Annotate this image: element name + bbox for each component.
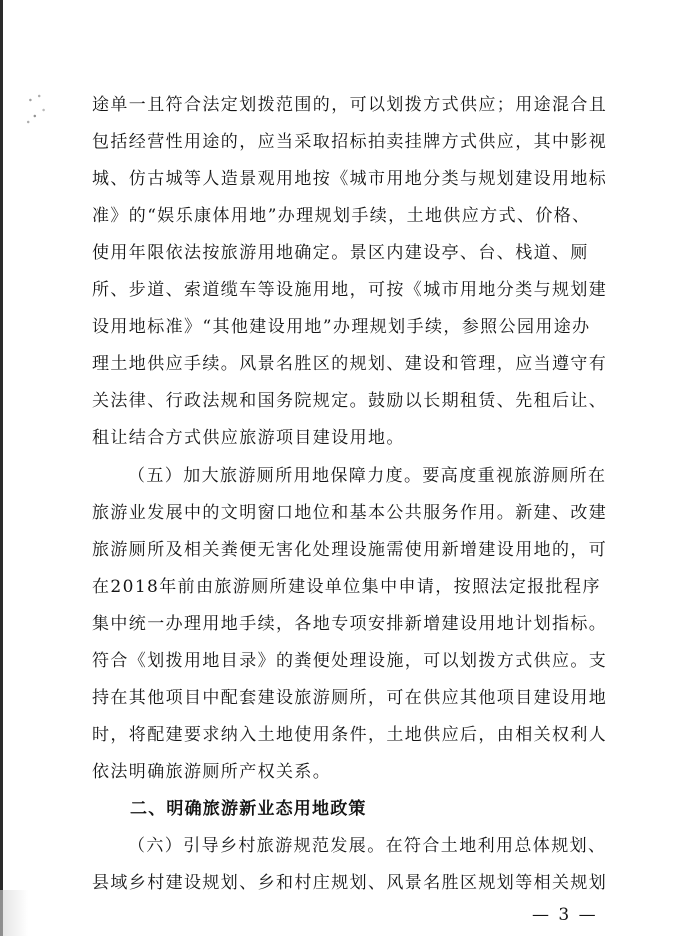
body-line: 理土地供应手续。风景名胜区的规划、建设和管理，应当遵守有 [92, 354, 608, 374]
section-paragraph-lead: （五）加大旅游厕所用地保障力度。要高度重视旅游厕所在 [128, 466, 607, 486]
body-line: 在2018年前由旅游厕所建设单位集中申请，按照法定报批程序 [92, 577, 601, 597]
body-line: 县域乡村建设规划、乡和村庄规划、风景名胜区规划等相关规划 [92, 873, 608, 893]
scan-speckle-artifact [26, 88, 48, 128]
body-line: 符合《划拨用地目录》的粪便处理设施，可以划拨方式供应。支 [92, 651, 608, 671]
body-line: 所、步道、索道缆车等设施用地，可按《城市用地分类与规划建 [92, 280, 608, 300]
section-paragraph-lead: （六）引导乡村旅游规范发展。在符合土地利用总体规划、 [128, 836, 607, 856]
body-line: 设用地标准》“其他建设用地”办理规划手续，参照公园用途办 [92, 317, 591, 337]
body-line: 关法律、行政法规和国务院规定。鼓励以长期租赁、先租后让、 [92, 391, 608, 411]
page-number: — 3 — [532, 905, 598, 925]
body-line: 旅游厕所及相关粪便无害化处理设施需使用新增建设用地的，可 [92, 540, 608, 560]
scan-corner-artifact [0, 890, 40, 936]
body-line: 时，将配建要求纳入土地使用条件，土地供应后，由相关权利人 [92, 725, 608, 745]
body-line: 途单一且符合法定划拨范围的，可以划拨方式供应；用途混合且 [92, 95, 608, 115]
body-line: 准》的“娱乐康体用地”办理规划手续，土地供应方式、价格、 [92, 206, 591, 226]
body-line: 依法明确旅游厕所产权关系。 [92, 762, 332, 782]
body-line: 旅游业发展中的文明窗口地位和基本公共服务作用。新建、改建 [92, 503, 608, 523]
section-heading: 二、明确旅游新业态用地政策 [130, 799, 367, 819]
body-line: 包括经营性用途的，应当采取招标拍卖挂牌方式供应，其中影视 [92, 132, 608, 152]
body-line: 城、仿古城等人造景观用地按《城市用地分类与规划建设用地标 [92, 169, 608, 189]
body-line: 集中统一办理用地手续，各地专项安排新增建设用地计划指标。 [92, 614, 608, 634]
scan-edge-artifact [0, 0, 3, 936]
body-line: 持在其他项目中配套建设旅游厕所，可在供应其他项目建设用地 [92, 688, 608, 708]
body-line: 使用年限依法按旅游用地确定。景区内建设亭、台、栈道、厕 [92, 243, 589, 263]
body-line: 租让结合方式供应旅游项目建设用地。 [92, 428, 405, 448]
